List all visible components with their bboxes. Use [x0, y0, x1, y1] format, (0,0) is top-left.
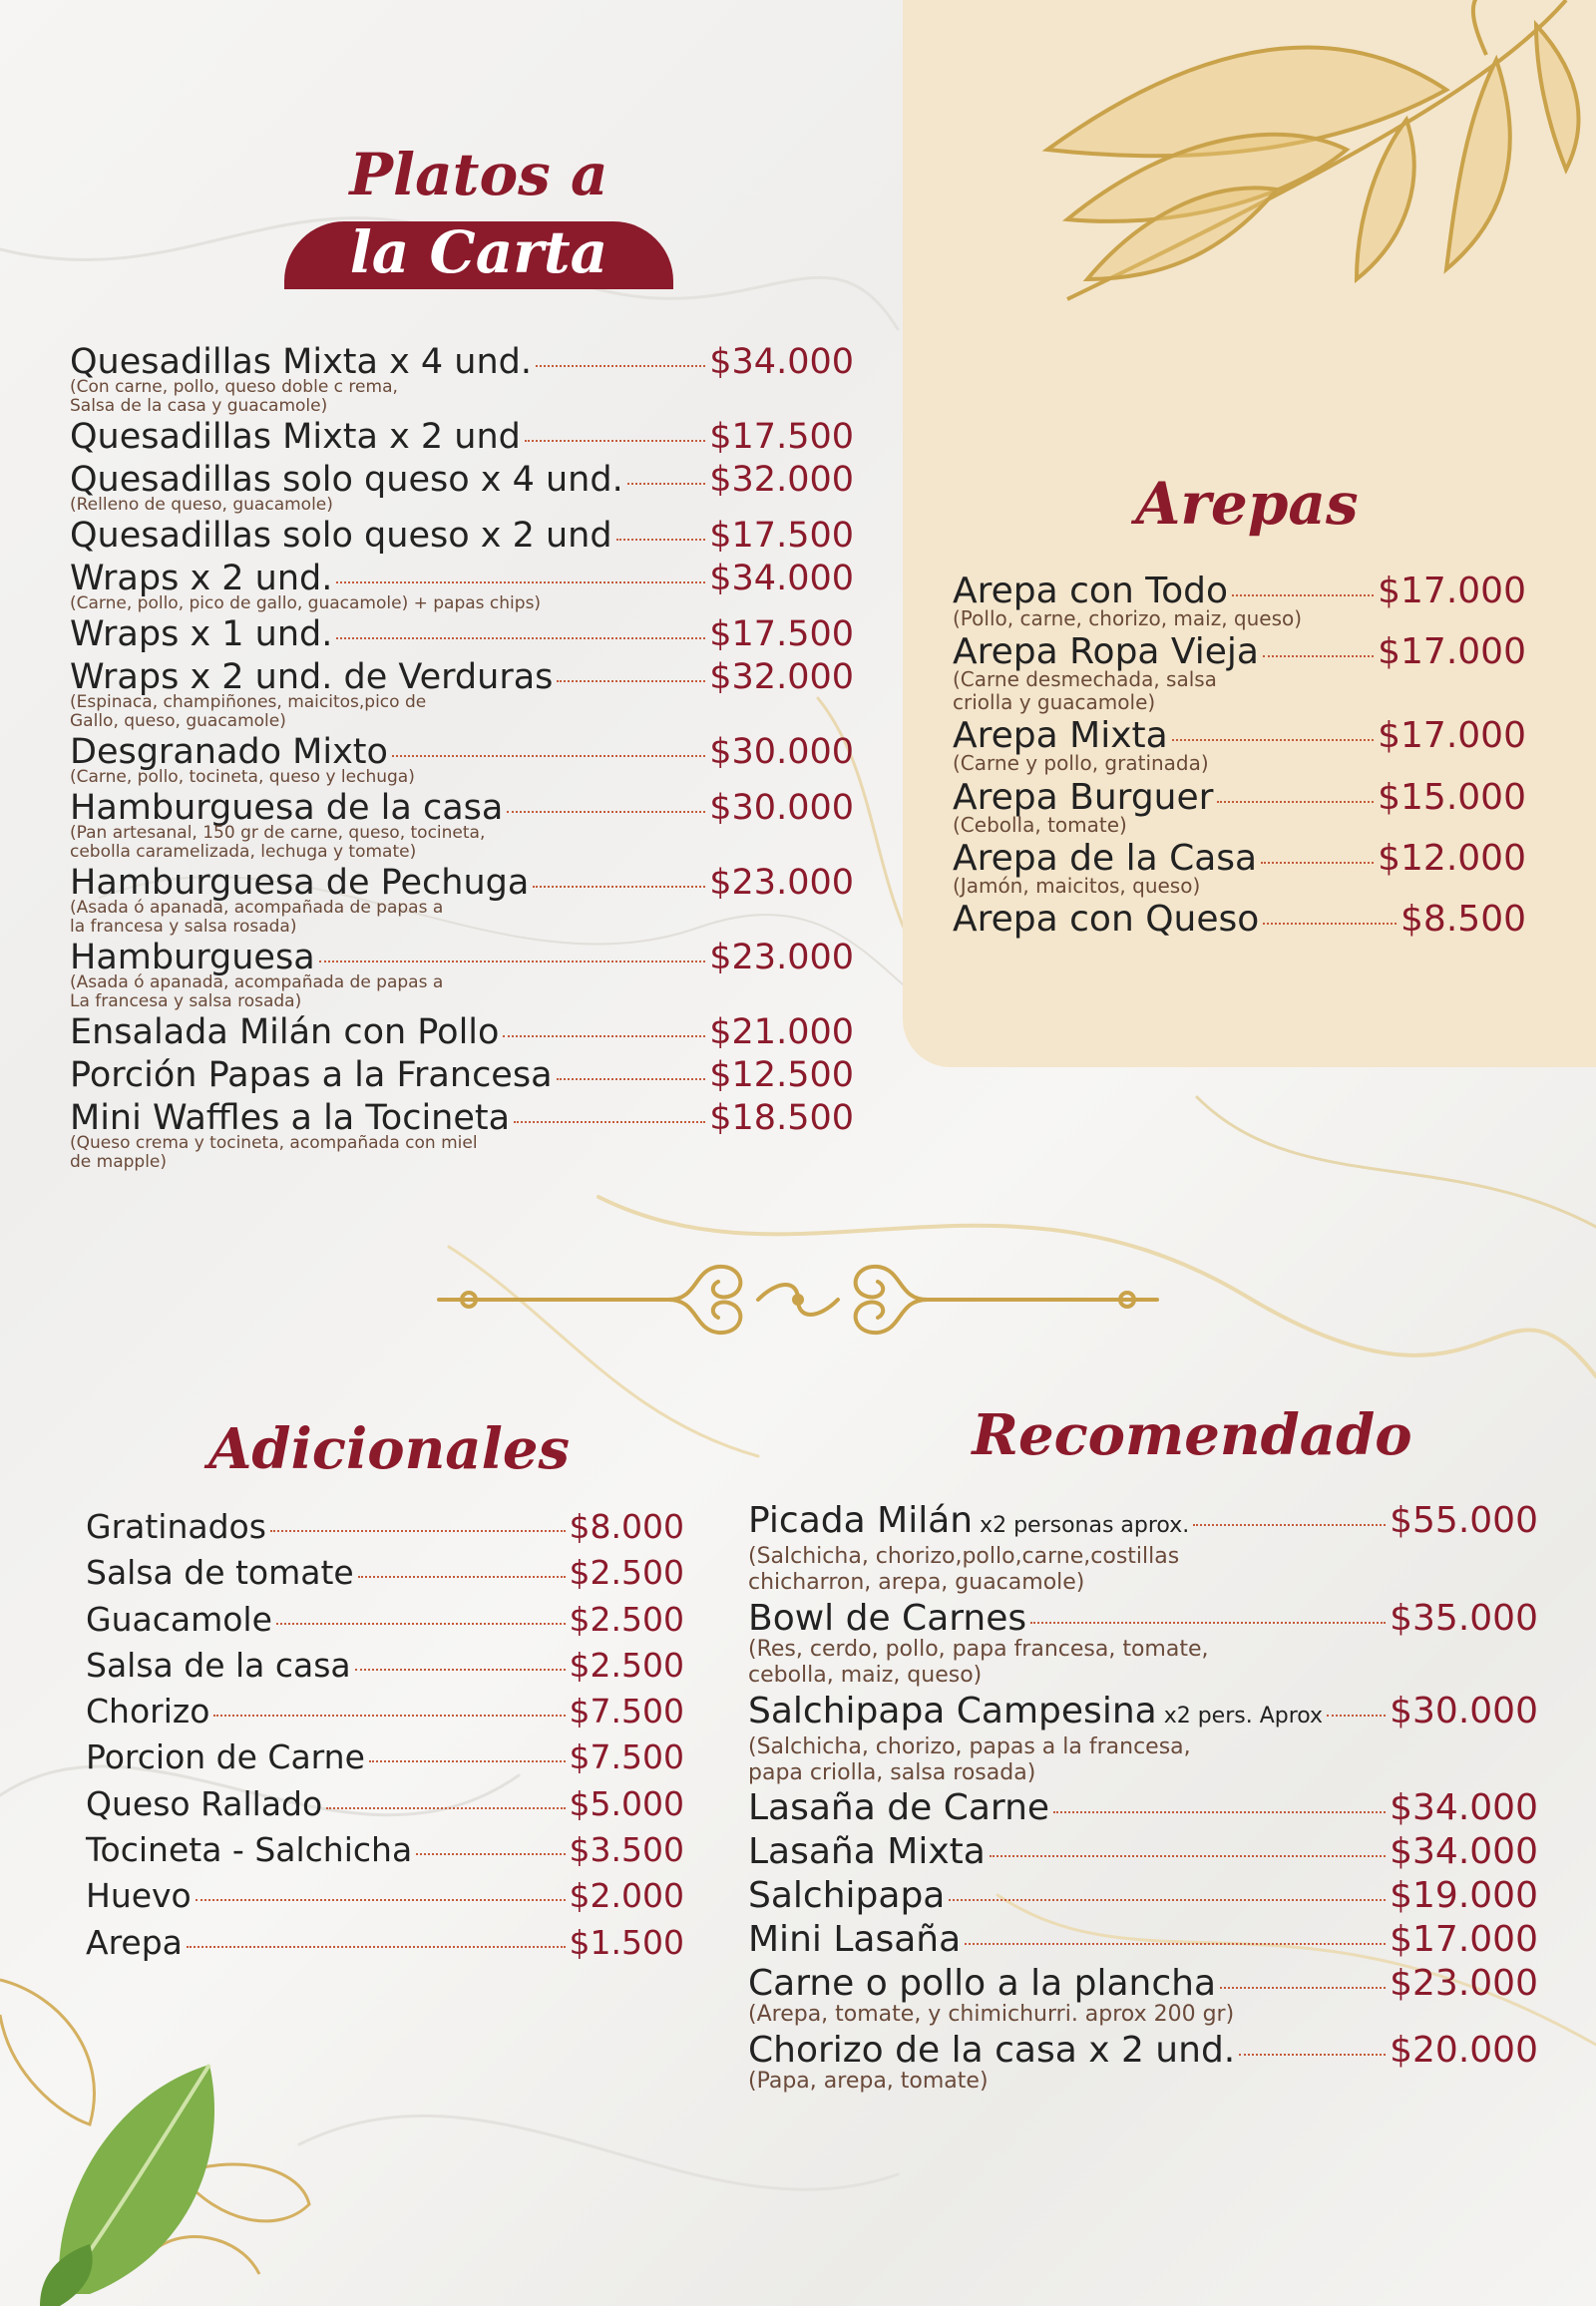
item-name	[86, 1920, 183, 1966]
item-name	[953, 897, 1259, 942]
item-price: $3.500	[569, 1830, 684, 1870]
dot-leader	[276, 1623, 566, 1625]
item-name	[748, 1690, 1323, 1738]
item-price: $15.000	[1378, 776, 1526, 818]
item-name-text: Wraps x 2 und.	[70, 559, 333, 599]
recom-item	[748, 1918, 1538, 1962]
item-name-text: Arepa con Queso	[953, 899, 1260, 941]
dot-leader	[1263, 923, 1396, 925]
item-name-text: Arepa Mixta	[953, 715, 1168, 757]
dot-leader	[1239, 2054, 1386, 2056]
recom-item	[748, 1830, 1538, 1874]
item-name-text: Lasaña de Carne	[748, 1787, 1050, 1829]
arepas-list	[953, 569, 1526, 942]
arepas-item	[953, 775, 1526, 836]
item-name-text: Wraps x 1 und.	[70, 614, 333, 655]
item-name-text: Huevo	[86, 1876, 192, 1916]
item-price: $17.500	[709, 516, 854, 557]
item-name	[86, 1734, 365, 1780]
recomendado-title: Recomendado	[972, 1402, 1412, 1468]
item-price: $1.500	[569, 1922, 684, 1962]
green-leaf-icon	[0, 1975, 319, 2306]
dot-leader	[557, 680, 705, 682]
adic-item	[86, 1873, 684, 1919]
item-price: $23.000	[709, 938, 854, 978]
arepas-item	[953, 897, 1526, 942]
item-price: $17.500	[709, 614, 854, 655]
platos-item	[70, 459, 854, 515]
item-price: $17.500	[709, 417, 854, 458]
item-description: (Espinaca, champiñones, maicitos,pico de Gallo, queso, guacamole)	[70, 692, 427, 732]
item-price: $18.500	[709, 1098, 854, 1139]
adic-item	[86, 1643, 684, 1689]
item-name-text: Arepa	[86, 1922, 183, 1962]
item-description: (Asada ó apanada, acompañada de papas a La francesa y salsa rosada)	[70, 972, 444, 1012]
item-name-text: Ensalada Milán con Pollo	[70, 1012, 500, 1053]
dot-leader	[1172, 739, 1374, 741]
platos-item	[70, 515, 854, 558]
item-price: $20.000	[1390, 2029, 1538, 2071]
dot-leader	[196, 1899, 566, 1901]
item-price: $2.000	[569, 1876, 684, 1916]
item-name-text: Porción Papas a la Francesa	[70, 1055, 553, 1096]
item-name-text: Bowl de Carnes	[748, 1597, 1027, 1639]
dot-leader	[514, 1121, 705, 1123]
platos-title-line1: Platos a	[349, 141, 608, 208]
item-price: $32.000	[709, 460, 854, 501]
item-name-text: Lasaña Mixta	[748, 1831, 986, 1873]
dot-leader	[213, 1715, 565, 1717]
platos-title-line2: la Carta	[349, 218, 608, 286]
item-price: $23.000	[1390, 1963, 1538, 2005]
item-price: $19.000	[1390, 1875, 1538, 1917]
recom-item	[748, 1499, 1538, 1597]
dot-leader	[319, 961, 706, 962]
item-name	[748, 1962, 1216, 2006]
item-description: (Papa, arepa, tomate)	[748, 2068, 989, 2094]
item-description: (Cebolla, tomate)	[953, 812, 1127, 837]
platos-item	[70, 416, 854, 459]
item-price: $30.000	[1390, 1690, 1538, 1731]
item-price: $2.500	[569, 1599, 684, 1639]
dot-leader	[616, 539, 706, 541]
item-name-text: Hamburguesa de la casa	[70, 788, 504, 829]
item-price: $30.000	[709, 788, 854, 829]
platos-item	[70, 787, 854, 862]
item-name-text: Quesadillas solo queso x 4 und.	[70, 460, 623, 501]
item-name	[748, 1918, 961, 1962]
item-name	[748, 1874, 945, 1918]
item-price: $32.000	[709, 657, 854, 698]
item-name-text: Quesadillas Mixta x 2 und	[70, 417, 521, 458]
platos-item	[70, 862, 854, 937]
item-price: $21.000	[709, 1012, 854, 1053]
item-description: (Res, cerdo, pollo, papa francesa, tomate, cebolla, maiz, queso)	[748, 1636, 1209, 1689]
arepas-item	[953, 836, 1526, 897]
item-name	[70, 1054, 553, 1097]
dot-leader	[1263, 655, 1374, 657]
item-price: $5.000	[569, 1783, 684, 1823]
item-name-text: Arepa de la Casa	[953, 837, 1258, 879]
recomendado-list	[748, 1499, 1538, 2095]
arepas-item	[953, 569, 1526, 629]
dot-leader	[187, 1946, 566, 1948]
item-price: $7.500	[569, 1692, 684, 1731]
item-name-text: Quesadillas Mixta x 4 und.	[70, 342, 533, 382]
item-name-text: Chorizo	[86, 1692, 210, 1731]
dot-leader	[392, 755, 705, 757]
item-price: $17.000	[1378, 571, 1526, 611]
dot-leader	[1193, 1524, 1386, 1526]
platos-item	[70, 656, 854, 731]
item-name-text: Mini Waffles a la Tocineta	[70, 1098, 511, 1139]
item-price: $34.000	[1390, 1831, 1538, 1873]
dot-leader	[270, 1530, 566, 1532]
item-name-text: Quesadillas solo queso x 2 und	[70, 516, 612, 557]
dot-leader	[358, 1576, 566, 1578]
item-price: $17.000	[1378, 631, 1526, 673]
dot-leader	[533, 886, 705, 888]
item-price: $34.000	[709, 342, 854, 382]
dot-leader	[627, 483, 706, 485]
dot-leader	[536, 365, 705, 367]
dot-leader	[336, 581, 705, 583]
gold-leaf-branch-icon	[1027, 0, 1596, 329]
arepas-title: Arepas	[1135, 470, 1359, 538]
item-description: (Pollo, carne, chorizo, maiz, queso)	[953, 606, 1303, 630]
item-name	[86, 1873, 192, 1919]
dot-leader	[326, 1807, 565, 1809]
item-description: (Carne, pollo, pico de gallo, guacamole) + papas chips)	[70, 593, 542, 614]
adic-item	[86, 1920, 684, 1966]
item-name-text: Wraps x 2 und. de Verduras	[70, 657, 554, 698]
platos-item	[70, 341, 854, 416]
item-price: $17.000	[1378, 715, 1526, 757]
item-name	[70, 416, 521, 459]
item-description: (Arepa, tomate, y chimichurri. aprox 200 gr)	[748, 2002, 1235, 2028]
item-description: (Queso crema y tocineta, acompañada con miel de mapple)	[70, 1133, 478, 1173]
platos-item	[70, 1097, 854, 1172]
platos-item	[70, 1054, 854, 1097]
item-description: (Jamón, maicitos, queso)	[953, 873, 1201, 898]
item-name	[70, 1011, 499, 1054]
item-name	[86, 1597, 272, 1643]
dot-leader	[355, 1669, 566, 1671]
item-name-text: Carne o pollo a la plancha	[748, 1963, 1217, 2005]
arepas-item	[953, 713, 1526, 774]
item-price: $34.000	[1390, 1787, 1538, 1829]
item-name-text: Arepa Ropa Vieja	[953, 631, 1259, 673]
dot-leader	[1327, 1715, 1386, 1717]
adic-item	[86, 1827, 684, 1873]
item-name-text: Porcion de Carne	[86, 1737, 365, 1777]
platos-item	[70, 558, 854, 613]
item-price: $34.000	[709, 559, 854, 599]
item-extra: x2 pers. Aprox	[1156, 1703, 1324, 1729]
dot-leader	[1220, 1987, 1386, 1989]
item-description: (Carne y pollo, gratinada)	[953, 751, 1209, 776]
item-name	[748, 1786, 1049, 1830]
item-name	[748, 1597, 1026, 1641]
dot-leader	[503, 1035, 705, 1037]
recom-item	[748, 1786, 1538, 1830]
recom-item	[748, 1874, 1538, 1918]
ornament-divider-icon	[419, 1252, 1177, 1346]
adic-item	[86, 1550, 684, 1596]
item-name	[86, 1781, 322, 1827]
adicionales-title: Adicionales	[207, 1416, 571, 1482]
adicionales-list	[86, 1504, 684, 1966]
dot-leader	[1030, 1622, 1386, 1624]
dot-leader	[965, 1943, 1386, 1945]
dot-leader	[1053, 1811, 1386, 1813]
item-name	[86, 1827, 412, 1873]
item-extra: x2 personas aprox.	[973, 1513, 1190, 1538]
item-name-text: Hamburguesa de Pechuga	[70, 863, 530, 904]
item-name-text: Mini Lasaña	[748, 1919, 962, 1961]
dot-leader	[369, 1760, 566, 1762]
dot-leader	[1261, 862, 1374, 864]
dot-leader	[949, 1899, 1386, 1901]
item-name	[86, 1550, 354, 1596]
adic-item	[86, 1597, 684, 1643]
dot-leader	[1217, 801, 1374, 803]
item-description: (Pan artesanal, 150 gr de carne, queso, tocineta, cebolla caramelizada, lechuga y tomate)	[70, 823, 486, 863]
adic-item	[86, 1734, 684, 1780]
adic-item	[86, 1689, 684, 1734]
item-name-text: Picada Milán	[748, 1500, 974, 1541]
item-price: $55.000	[1390, 1500, 1538, 1541]
dot-leader	[416, 1853, 565, 1855]
dot-leader	[507, 811, 705, 813]
item-name-text: Chorizo de la casa x 2 und.	[748, 2029, 1236, 2071]
item-name-text: Arepa con Todo	[953, 571, 1228, 611]
item-description: (Carne, pollo, tocineta, queso y lechuga)	[70, 767, 415, 788]
item-price: $8.500	[1400, 899, 1526, 941]
platos-item	[70, 937, 854, 1011]
item-name-text: Hamburguesa	[70, 938, 315, 978]
item-price: $17.000	[1390, 1919, 1538, 1961]
item-name-text: Queso Rallado	[86, 1783, 323, 1823]
item-price: $7.500	[569, 1737, 684, 1777]
item-price: $30.000	[709, 732, 854, 773]
item-description: (Carne desmechada, salsa criolla y guacamole)	[953, 667, 1217, 714]
item-description: (Relleno de queso, guacamole)	[70, 495, 333, 516]
item-price: $23.000	[709, 863, 854, 904]
item-name	[748, 1830, 986, 1874]
item-name-text: Salsa de tomate	[86, 1553, 354, 1593]
item-price: $2.500	[569, 1645, 684, 1685]
item-price: $12.000	[1378, 837, 1526, 879]
item-price: $12.500	[709, 1055, 854, 1096]
item-name	[748, 1499, 1189, 1548]
item-name	[86, 1643, 351, 1689]
dot-leader	[990, 1855, 1386, 1857]
item-price: $35.000	[1390, 1597, 1538, 1639]
item-description: (Con carne, pollo, queso doble c rema, Salsa de la casa y guacamole)	[70, 377, 398, 417]
item-name-text: Salchipapa	[748, 1875, 946, 1917]
dot-leader	[1232, 594, 1374, 596]
item-name	[70, 613, 332, 656]
dot-leader	[525, 440, 705, 442]
item-price: $2.500	[569, 1553, 684, 1593]
item-price: $8.000	[569, 1507, 684, 1546]
recom-item	[748, 1962, 1538, 2028]
recom-item	[748, 1690, 1538, 1787]
item-name	[748, 2029, 1235, 2073]
item-name-text: Guacamole	[86, 1599, 272, 1639]
item-name-text: Tocineta - Salchicha	[86, 1830, 413, 1870]
item-name	[86, 1504, 266, 1550]
item-name-text: Salsa de la casa	[86, 1645, 351, 1685]
adic-item	[86, 1781, 684, 1827]
dot-leader	[336, 637, 705, 639]
item-name	[86, 1689, 209, 1734]
item-name-text: Gratinados	[86, 1507, 266, 1546]
dot-leader	[557, 1078, 706, 1080]
recom-item	[748, 1597, 1538, 1690]
recom-item	[748, 2029, 1538, 2095]
item-description: (Asada ó apanada, acompañada de papas a la francesa y salsa rosada)	[70, 898, 444, 938]
platos-item	[70, 613, 854, 656]
item-name-text: Salchipapa Campesina	[748, 1690, 1157, 1731]
item-name-text: Arepa Burguer	[953, 776, 1214, 818]
item-description: (Salchicha, chorizo, papas a la francesa, papa criolla, salsa rosada)	[748, 1733, 1191, 1785]
platos-item	[70, 1011, 854, 1054]
arepas-item	[953, 629, 1526, 713]
platos-item	[70, 731, 854, 787]
item-description: (Salchicha, chorizo,pollo,carne,costillas chicharron, arepa, guacamole)	[748, 1544, 1180, 1596]
item-name	[70, 515, 612, 558]
item-name-text: Desgranado Mixto	[70, 732, 388, 773]
adic-item	[86, 1504, 684, 1550]
platos-list	[70, 341, 854, 1172]
